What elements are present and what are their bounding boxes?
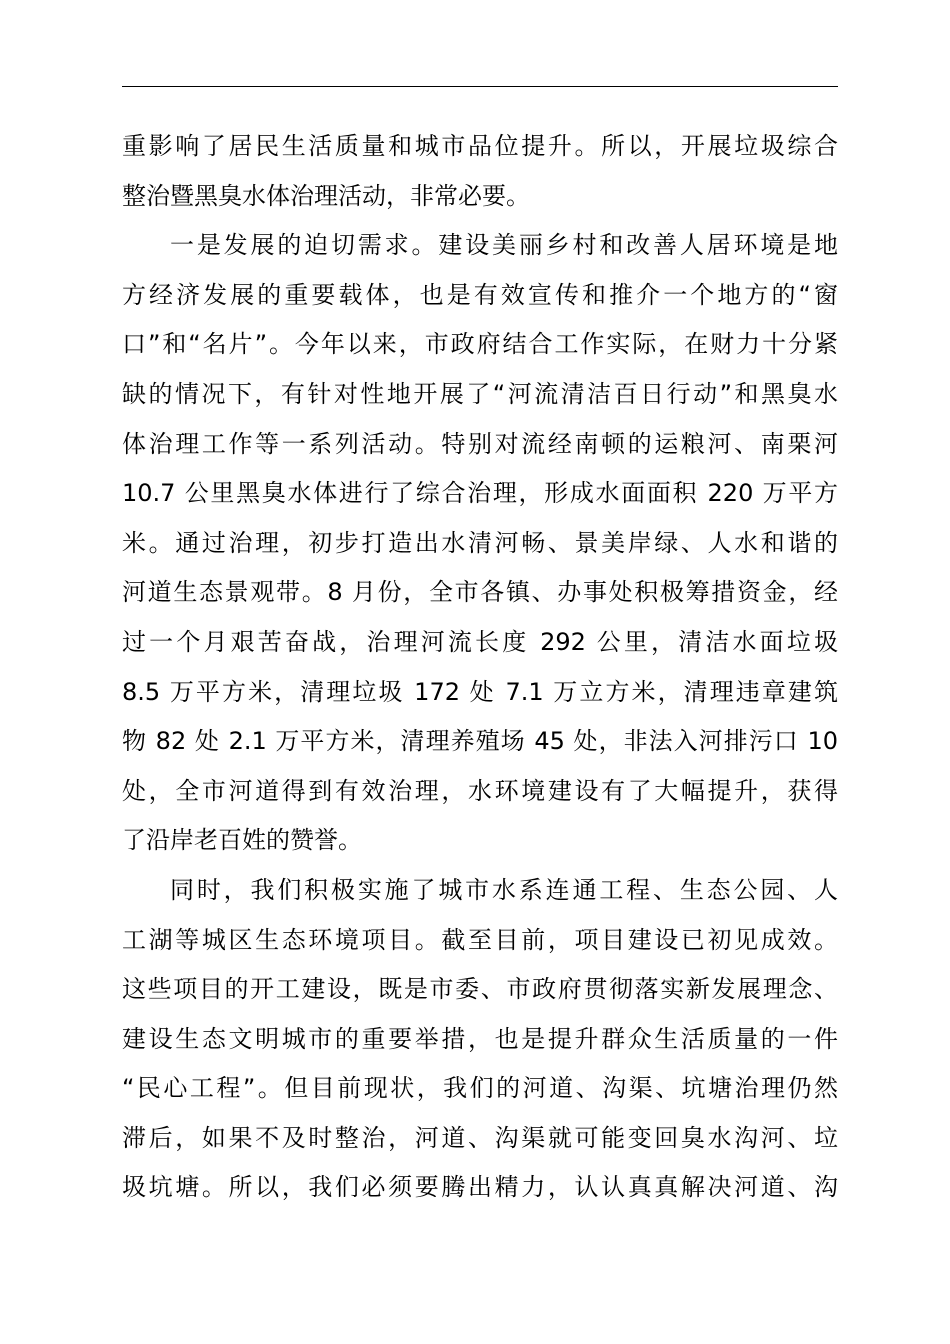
text-line: 了沿岸老百姓的赞誉。 [122, 826, 362, 855]
text-line: 体治理工作等一系列活动。特别对流经南顿的运粮河、南栗河 [122, 429, 838, 458]
text-line: 8.5 万平方米，清理垃圾 172 处 7.1 万立方米，清理违章建筑 [122, 677, 838, 706]
text-line: 口”和“名片”。今年以来，市政府结合工作实际，在财力十分紧 [122, 330, 838, 359]
text-line: 这些项目的开工建设，既是市委、市政府贯彻落实新发展理念、 [122, 975, 838, 1004]
text-line: 重影响了居民生活质量和城市品位提升。所以，开展垃圾综合 [122, 132, 838, 160]
header-rule [122, 86, 838, 87]
text-line: 滞后，如果不及时整治，河道、沟渠就可能变回臭水沟河、垃 [122, 1123, 838, 1152]
text-line: 米。通过治理，初步打造出水清河畅、景美岸绿、人水和谐的 [122, 528, 838, 557]
text-line: 缺的情况下，有针对性地开展了“河流清洁百日行动”和黑臭水 [122, 379, 838, 408]
text-line: 圾坑塘。所以，我们必须要腾出精力，认认真真解决河道、沟 [122, 1173, 838, 1202]
paragraph-start-line: 同时，我们积极实施了城市水系连通工程、生态公园、人 [170, 875, 838, 904]
text-line: 10.7 公里黑臭水体进行了综合治理，形成水面面积 220 万平方 [122, 479, 838, 508]
paragraph-start-line: 一是发展的迫切需求。建设美丽乡村和改善人居环境是地 [170, 231, 838, 260]
text-line: 过一个月艰苦奋战，治理河流长度 292 公里，清洁水面垃圾 [122, 627, 838, 656]
document-body [122, 122, 838, 1213]
text-line: 方经济发展的重要载体，也是有效宣传和推介一个地方的“窗 [122, 280, 838, 309]
text-line: 整治暨黑臭水体治理活动，非常必要。 [122, 181, 530, 210]
text-line: 工湖等城区生态环境项目。截至目前，项目建设已初见成效。 [122, 925, 838, 954]
text-line: 物 82 处 2.1 万平方米，清理养殖场 45 处，非法入河排污口 10 [122, 727, 838, 756]
text-line: “民心工程”。但目前现状，我们的河道、沟渠、坑塘治理仍然 [122, 1074, 838, 1103]
text-line: 建设生态文明城市的重要举措，也是提升群众生活质量的一件 [122, 1024, 838, 1053]
text-line: 处，全市河道得到有效治理，水环境建设有了大幅提升，获得 [122, 776, 838, 805]
text-line: 河道生态景观带。8 月份，全市各镇、办事处积极筹措资金，经 [122, 578, 838, 607]
